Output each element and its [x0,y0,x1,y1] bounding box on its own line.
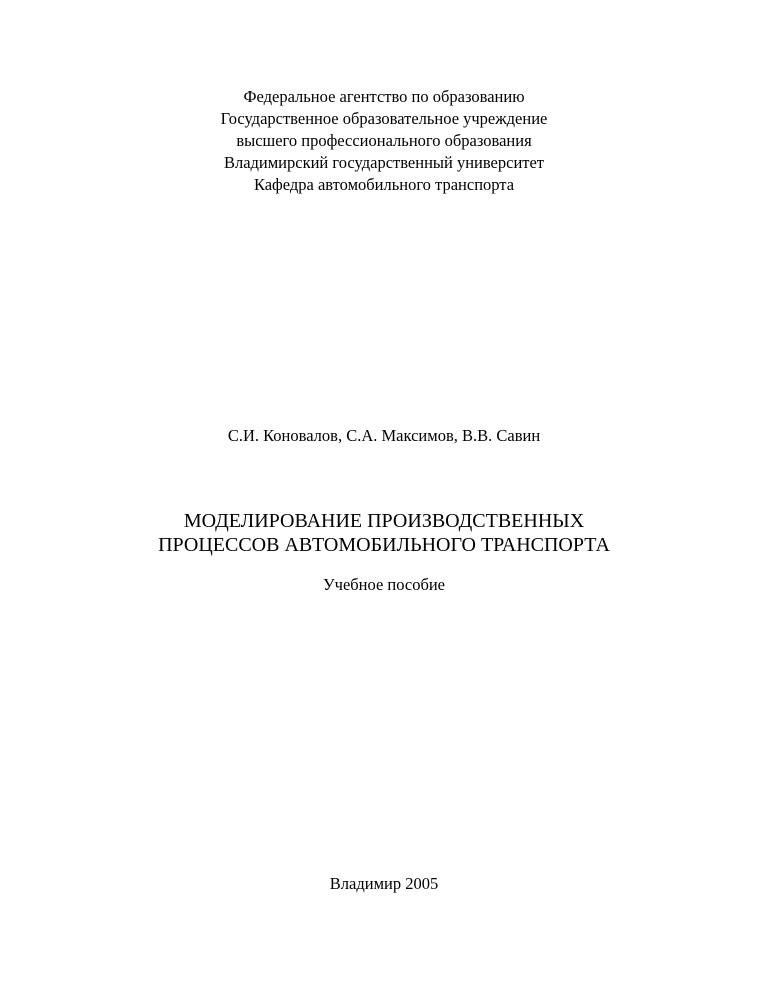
document-subtitle: Учебное пособие [322,575,446,594]
header-line-agency: Федеральное агентство по образованию [243,87,525,106]
document-title [0,509,768,557]
header-line-institution-type: Государственное образовательное учреждение [220,109,548,128]
authors: С.И. Коновалов, С.А. Максимов, В.В. Савин [227,426,541,445]
institution-header [0,86,768,196]
header-line-education-level: высшего профессионального образования [236,131,532,150]
city-year: Владимир 2005 [329,874,439,893]
title-line-2: ПРОЦЕССОВ АВТОМОБИЛЬНОГО ТРАНСПОРТА [158,534,610,556]
header-line-department: Кафедра автомобильного транспорта [253,175,515,194]
header-line-university: Владимирский государственный университет [223,153,545,172]
title-line-1: МОДЕЛИРОВАНИЕ ПРОИЗВОДСТВЕННЫХ [183,510,585,532]
